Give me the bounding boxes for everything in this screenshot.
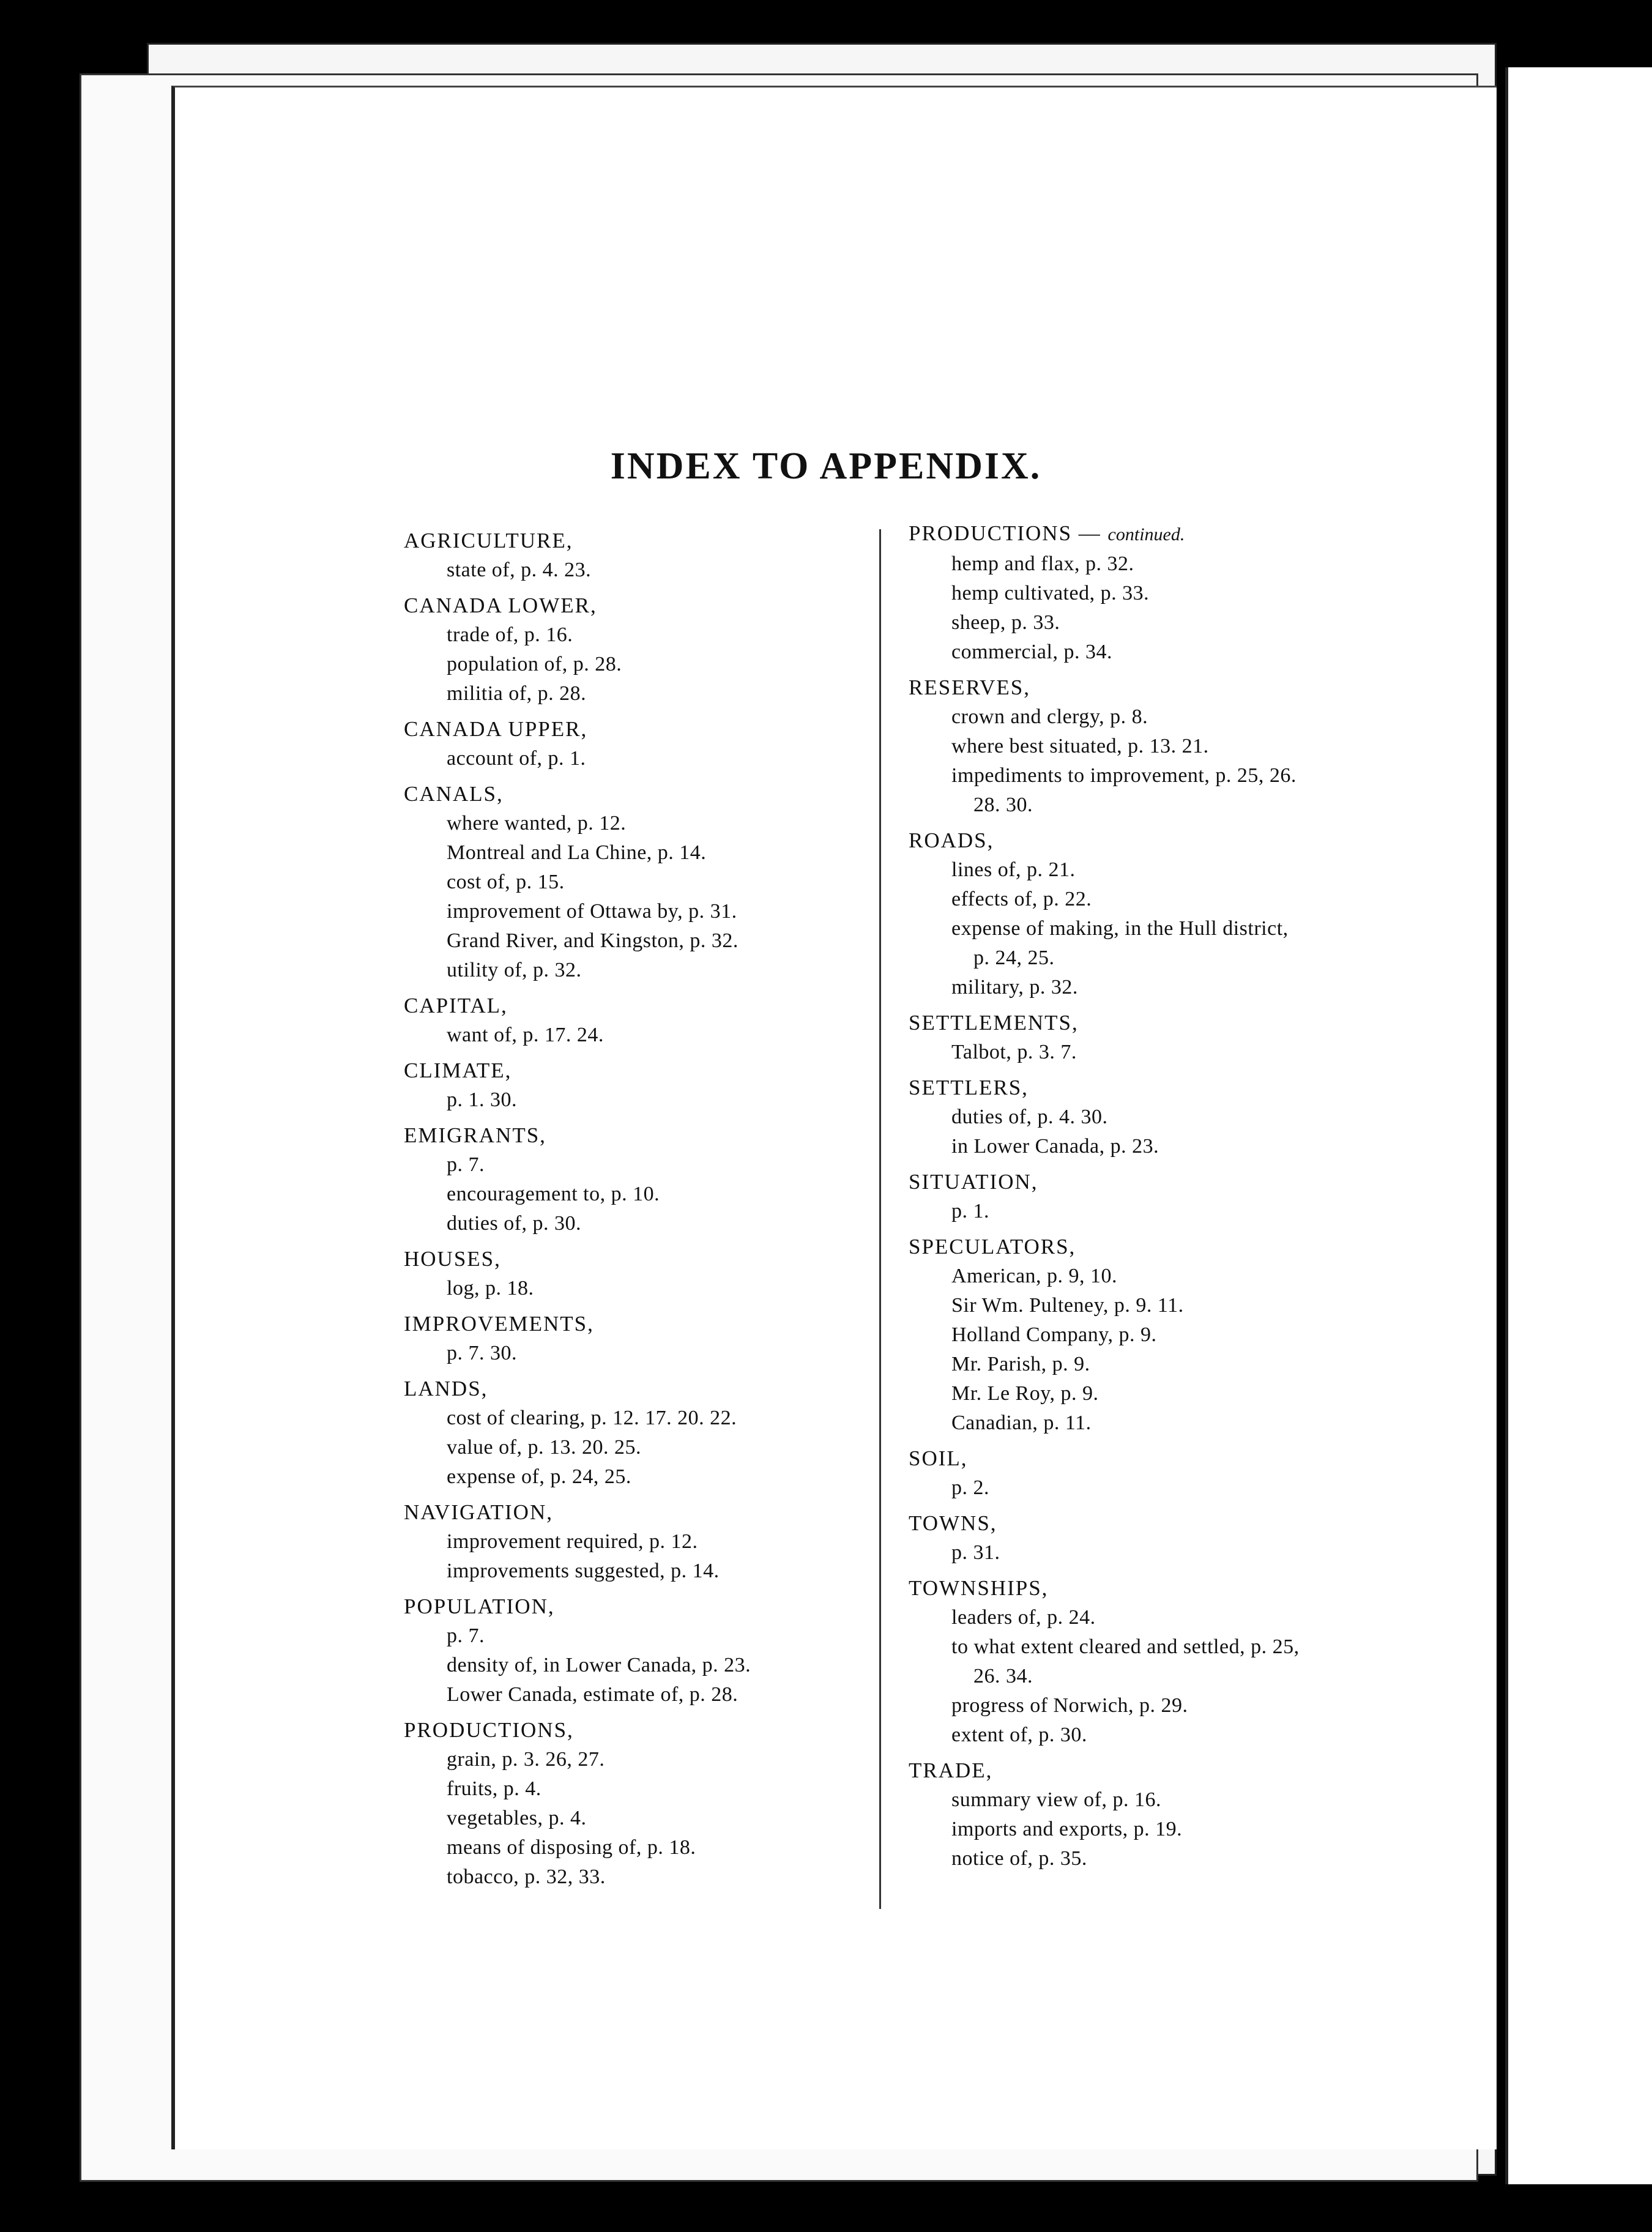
index-entries xyxy=(909,1197,1435,1226)
index-heading: RESERVES, xyxy=(909,675,1030,699)
index-heading: SOIL, xyxy=(909,1446,968,1470)
index-heading: LANDS, xyxy=(404,1377,488,1401)
index-entries xyxy=(909,1262,1435,1438)
index-entries xyxy=(404,744,869,773)
index-group xyxy=(909,673,1435,820)
index-entry: Canadian, p. 11. xyxy=(951,1412,1092,1434)
index-entry: p. 1. 30. xyxy=(447,1088,517,1111)
index-group xyxy=(404,1716,869,1892)
index-entries xyxy=(404,1021,869,1050)
index-entry: to what extent cleared and settled, p. 25, xyxy=(951,1635,1300,1658)
index-entry: sheep, p. 33. xyxy=(951,611,1060,634)
index-heading: SPECULATORS, xyxy=(909,1235,1076,1259)
index-entry-continuation: p. 24, 25. xyxy=(973,947,1055,969)
index-entry: duties of, p. 30. xyxy=(447,1212,582,1235)
index-entry: in Lower Canada, p. 23. xyxy=(951,1135,1159,1158)
index-entries xyxy=(404,1621,869,1709)
index-entry: extent of, p. 30. xyxy=(951,1724,1087,1746)
index-heading: SETTLERS, xyxy=(909,1076,1029,1099)
index-heading: CANADA UPPER, xyxy=(404,717,588,741)
index-group xyxy=(404,1498,869,1586)
index-entry: want of, p. 17. 24. xyxy=(447,1024,604,1046)
index-heading: POPULATION, xyxy=(404,1594,555,1618)
index-entry: fruits, p. 4. xyxy=(447,1777,541,1800)
index-entry: value of, p. 13. 20. 25. xyxy=(447,1436,641,1459)
index-entry: Grand River, and Kingston, p. 32. xyxy=(447,929,739,952)
index-heading: HOUSES, xyxy=(404,1247,501,1271)
index-group xyxy=(404,991,869,1050)
index-heading: EMIGRANTS, xyxy=(404,1123,546,1147)
index-entry: p. 7. xyxy=(447,1153,485,1176)
index-group xyxy=(909,1509,1435,1568)
index-entry: crown and clergy, p. 8. xyxy=(951,705,1148,728)
index-entry: progress of Norwich, p. 29. xyxy=(951,1694,1188,1717)
index-entries xyxy=(909,1473,1435,1503)
index-entries xyxy=(404,1085,869,1115)
index-group xyxy=(909,826,1435,1002)
column-divider xyxy=(879,529,881,1909)
index-heading: CANALS, xyxy=(404,782,504,806)
index-group xyxy=(404,1374,869,1492)
index-entry: Mr. Le Roy, p. 9. xyxy=(951,1382,1099,1405)
index-heading: TOWNSHIPS, xyxy=(909,1576,1049,1600)
index-entry: improvement required, p. 12. xyxy=(447,1530,698,1553)
adjacent-page-edge xyxy=(1505,67,1652,2184)
index-entry: p. 31. xyxy=(951,1541,1000,1564)
index-entries xyxy=(909,1603,1435,1750)
index-entry: p. 7. xyxy=(447,1624,485,1647)
index-entry: state of, p. 4. 23. xyxy=(447,559,592,581)
index-group xyxy=(909,1008,1435,1067)
index-entry-continuation: 28. 30. xyxy=(973,794,1033,816)
index-heading: NAVIGATION, xyxy=(404,1500,553,1524)
index-entry: encouragement to, p. 10. xyxy=(447,1183,660,1205)
index-entries xyxy=(404,556,869,585)
index-entry: account of, p. 1. xyxy=(447,747,586,770)
index-group xyxy=(404,526,869,585)
index-entries xyxy=(404,809,869,985)
index-entry: hemp cultivated, p. 33. xyxy=(951,582,1150,604)
index-column-right xyxy=(909,519,1435,1880)
index-entries xyxy=(404,1404,869,1492)
index-entry: trade of, p. 16. xyxy=(447,623,573,646)
index-entry: militia of, p. 28. xyxy=(447,682,587,705)
index-entry: vegetables, p. 4. xyxy=(447,1807,587,1829)
index-entry-continued xyxy=(951,1662,1435,1691)
index-entry: where wanted, p. 12. xyxy=(447,812,627,835)
index-entries xyxy=(404,1745,869,1892)
index-heading: CLIMATE, xyxy=(404,1058,512,1082)
index-heading: TRADE, xyxy=(909,1758,993,1782)
index-group xyxy=(909,1167,1435,1226)
index-entries xyxy=(909,549,1435,667)
index-group xyxy=(404,1121,869,1238)
index-heading: IMPROVEMENTS, xyxy=(404,1312,594,1336)
index-entry: notice of, p. 35. xyxy=(951,1847,1087,1870)
index-entry: tobacco, p. 32, 33. xyxy=(447,1866,606,1888)
index-entry: duties of, p. 4. 30. xyxy=(951,1106,1108,1128)
index-entries xyxy=(909,1038,1435,1067)
index-heading: PRODUCTIONS, xyxy=(404,1718,574,1742)
index-entry: log, p. 18. xyxy=(447,1277,534,1300)
index-heading: TOWNS, xyxy=(909,1511,997,1535)
index-entry: means of disposing of, p. 18. xyxy=(447,1836,696,1859)
index-entry: effects of, p. 22. xyxy=(951,888,1092,910)
index-entries xyxy=(909,1785,1435,1873)
index-entry: imports and exports, p. 19. xyxy=(951,1818,1183,1840)
index-heading: CAPITAL, xyxy=(404,994,508,1017)
index-heading-text: PRODUCTIONS — xyxy=(909,521,1101,545)
index-group xyxy=(909,1444,1435,1503)
index-entry: grain, p. 3. 26, 27. xyxy=(447,1748,605,1771)
index-entries xyxy=(909,702,1435,820)
index-entries xyxy=(909,1103,1435,1161)
index-group xyxy=(909,1756,1435,1873)
index-group xyxy=(909,1073,1435,1161)
index-entry: utility of, p. 32. xyxy=(447,959,582,981)
index-group xyxy=(404,1056,869,1115)
index-entries xyxy=(404,1150,869,1238)
index-entry: Montreal and La Chine, p. 14. xyxy=(447,841,707,864)
index-entry: cost of clearing, p. 12. 17. 20. 22. xyxy=(447,1407,737,1429)
index-entry: military, p. 32. xyxy=(951,976,1078,999)
index-entry: population of, p. 28. xyxy=(447,653,622,675)
index-entry: Lower Canada, estimate of, p. 28. xyxy=(447,1683,739,1706)
index-entry-continued xyxy=(951,943,1435,973)
index-entries xyxy=(404,620,869,709)
index-entries xyxy=(404,1274,869,1303)
index-entry: p. 7. 30. xyxy=(447,1342,517,1364)
index-entry-continued xyxy=(951,790,1435,820)
index-entry: commercial, p. 34. xyxy=(951,641,1112,663)
index-entry: Talbot, p. 3. 7. xyxy=(951,1041,1077,1063)
index-group xyxy=(909,1574,1435,1750)
index-entry: Mr. Parish, p. 9. xyxy=(951,1353,1090,1375)
index-group xyxy=(404,1309,869,1368)
index-entry: expense of making, in the Hull district, xyxy=(951,917,1289,940)
index-entries xyxy=(404,1527,869,1586)
index-column-left xyxy=(404,526,869,1898)
index-entry: where best situated, p. 13. 21. xyxy=(951,735,1209,757)
index-heading: SETTLEMENTS, xyxy=(909,1011,1079,1035)
index-heading: CANADA LOWER, xyxy=(404,593,597,617)
index-group xyxy=(404,1592,869,1709)
index-entry: impediments to improvement, p. 25, 26. xyxy=(951,764,1297,787)
index-entry: Sir Wm. Pulteney, p. 9. 11. xyxy=(951,1294,1184,1317)
index-entry: Holland Company, p. 9. xyxy=(951,1323,1157,1346)
index-entry: p. 1. xyxy=(951,1200,989,1222)
index-group xyxy=(404,715,869,773)
index-heading-continued: continued. xyxy=(1107,524,1185,545)
index-entry: improvement of Ottawa by, p. 31. xyxy=(447,900,737,923)
index-entry: leaders of, p. 24. xyxy=(951,1606,1096,1629)
index-entry: improvements suggested, p. 14. xyxy=(447,1560,720,1582)
index-heading: ROADS, xyxy=(909,828,994,852)
index-heading: AGRICULTURE, xyxy=(404,529,573,552)
index-group xyxy=(404,591,869,709)
index-entry: density of, in Lower Canada, p. 23. xyxy=(447,1654,751,1676)
index-entries xyxy=(404,1339,869,1368)
index-entry: p. 2. xyxy=(951,1476,989,1499)
index-entry: expense of, p. 24, 25. xyxy=(447,1465,631,1488)
index-entry: cost of, p. 15. xyxy=(447,871,565,893)
index-entry-continuation: 26. 34. xyxy=(973,1665,1033,1687)
index-heading: SITUATION, xyxy=(909,1170,1038,1194)
index-group xyxy=(909,519,1435,667)
index-entries xyxy=(909,1538,1435,1568)
index-group xyxy=(404,1244,869,1303)
index-entry: American, p. 9, 10. xyxy=(951,1265,1118,1287)
page-title: INDEX TO APPENDIX. xyxy=(610,445,1042,487)
index-group xyxy=(404,779,869,985)
index-entry: summary view of, p. 16. xyxy=(951,1788,1161,1811)
index-entries xyxy=(909,855,1435,1002)
index-entry: lines of, p. 21. xyxy=(951,858,1076,881)
index-heading xyxy=(909,519,1435,549)
index-group xyxy=(909,1232,1435,1438)
index-entry: hemp and flax, p. 32. xyxy=(951,552,1134,575)
